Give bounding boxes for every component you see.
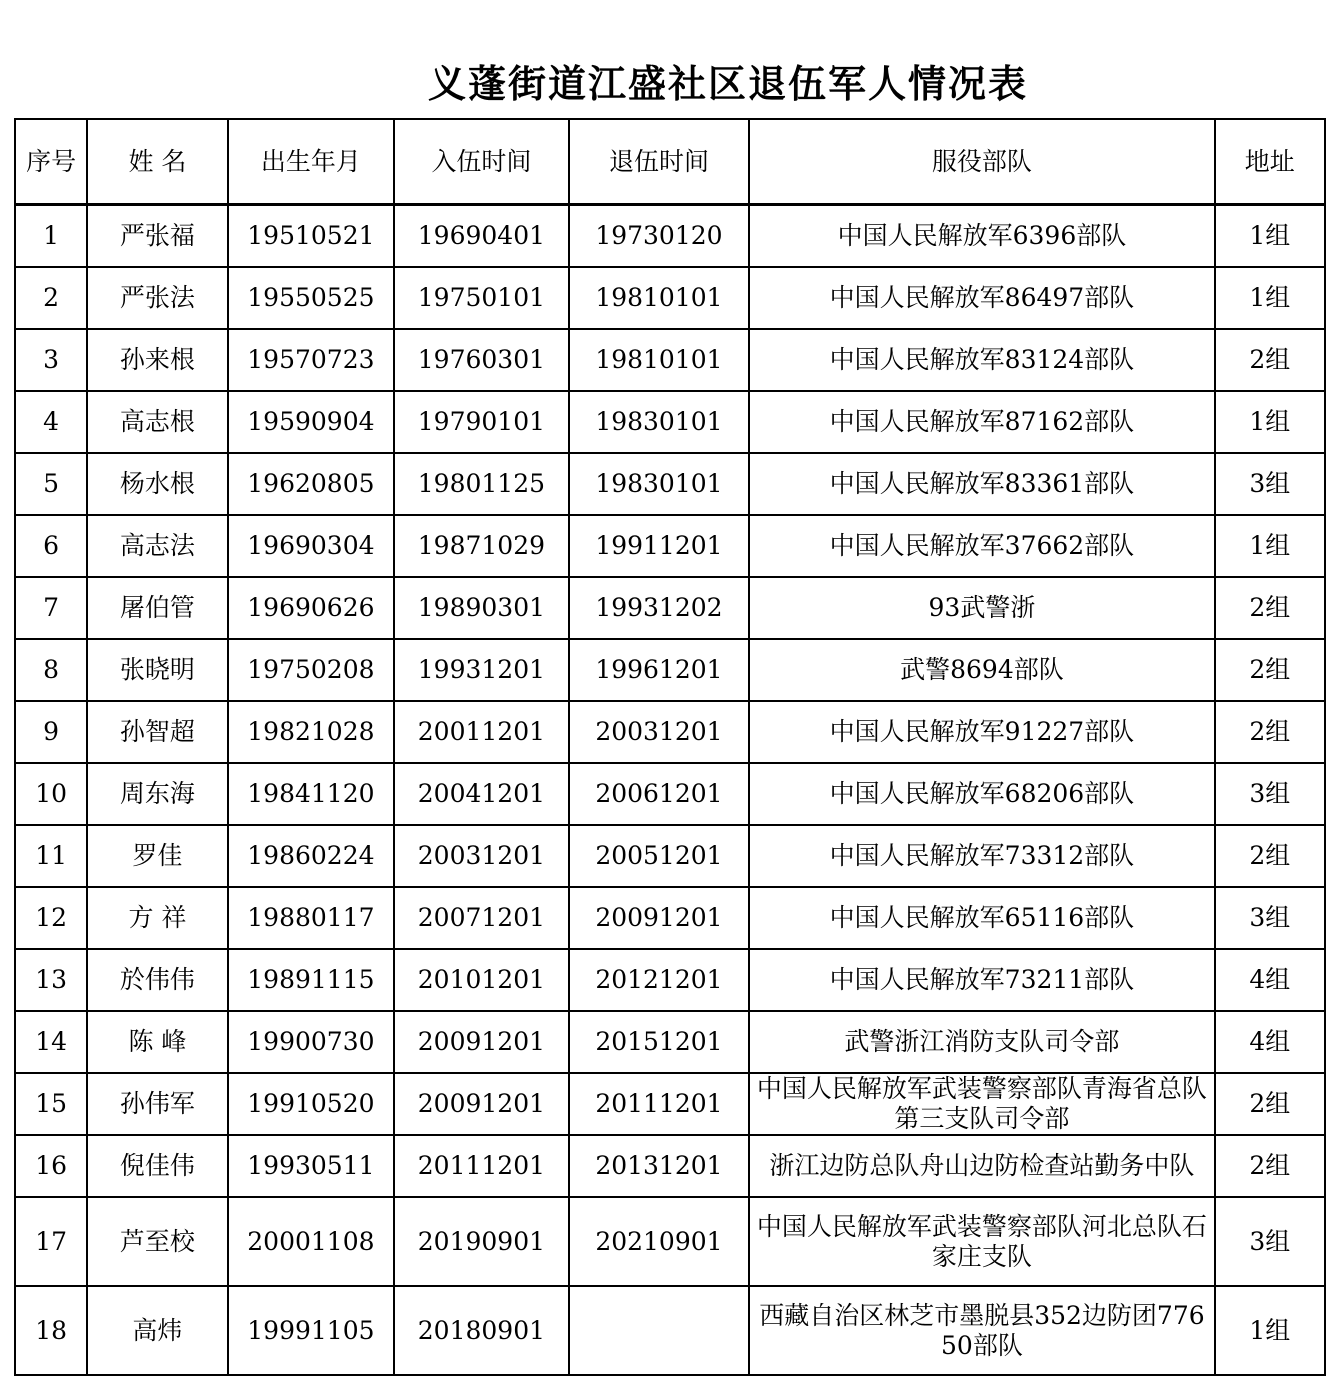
cell-name: 孙来根 — [87, 329, 227, 391]
table-row — [15, 267, 1325, 329]
cell-name: 杨水根 — [87, 453, 227, 515]
cell-seq: 7 — [15, 577, 87, 639]
table-row — [15, 515, 1325, 577]
cell-enlist: 20180901 — [394, 1286, 569, 1375]
header-row — [15, 119, 1325, 205]
cell-discharge: 19730120 — [569, 205, 750, 268]
cell-seq: 18 — [15, 1286, 87, 1375]
header-enlist: 入伍时间 — [394, 119, 569, 205]
table-row — [15, 205, 1325, 268]
cell-unit: 93武警浙 — [749, 577, 1214, 639]
cell-name: 孙伟军 — [87, 1073, 227, 1135]
cell-enlist: 20011201 — [394, 701, 569, 763]
cell-unit: 中国人民解放军83124部队 — [749, 329, 1214, 391]
cell-address: 3组 — [1215, 763, 1325, 825]
cell-address: 1组 — [1215, 205, 1325, 268]
cell-name: 芦至校 — [87, 1197, 227, 1286]
cell-birth: 19590904 — [228, 391, 395, 453]
table-row — [15, 949, 1325, 1011]
cell-discharge: 19810101 — [569, 329, 750, 391]
table-row — [15, 453, 1325, 515]
cell-address: 1组 — [1215, 391, 1325, 453]
cell-unit: 武警浙江消防支队司令部 — [749, 1011, 1214, 1073]
cell-seq: 1 — [15, 205, 87, 268]
cell-unit: 中国人民解放军86497部队 — [749, 267, 1214, 329]
cell-enlist: 19890301 — [394, 577, 569, 639]
cell-address: 3组 — [1215, 887, 1325, 949]
cell-seq: 10 — [15, 763, 87, 825]
cell-unit: 西藏自治区林芝市墨脱县352边防团77650部队 — [749, 1286, 1214, 1375]
cell-birth: 19750208 — [228, 639, 395, 701]
cell-birth: 19620805 — [228, 453, 395, 515]
cell-name: 严张法 — [87, 267, 227, 329]
cell-birth: 19991105 — [228, 1286, 395, 1375]
cell-birth: 19900730 — [228, 1011, 395, 1073]
cell-address: 2组 — [1215, 639, 1325, 701]
table-row — [15, 701, 1325, 763]
cell-enlist: 19871029 — [394, 515, 569, 577]
table-row — [15, 1011, 1325, 1073]
table-row — [15, 763, 1325, 825]
cell-birth: 19880117 — [228, 887, 395, 949]
cell-unit: 中国人民解放军87162部队 — [749, 391, 1214, 453]
cell-unit: 中国人民解放军73312部队 — [749, 825, 1214, 887]
header-seq: 序号 — [15, 119, 87, 205]
table-row — [15, 329, 1325, 391]
cell-birth: 20001108 — [228, 1197, 395, 1286]
cell-unit: 浙江边防总队舟山边防检查站勤务中队 — [749, 1135, 1214, 1197]
table-row — [15, 1197, 1325, 1286]
cell-name: 周东海 — [87, 763, 227, 825]
cell-seq: 6 — [15, 515, 87, 577]
cell-unit: 中国人民解放军武装警察部队河北总队石家庄支队 — [749, 1197, 1214, 1286]
cell-birth: 19930511 — [228, 1135, 395, 1197]
cell-seq: 2 — [15, 267, 87, 329]
cell-name: 孙智超 — [87, 701, 227, 763]
cell-seq: 12 — [15, 887, 87, 949]
cell-address: 2组 — [1215, 1135, 1325, 1197]
cell-address: 1组 — [1215, 1286, 1325, 1375]
cell-birth: 19690626 — [228, 577, 395, 639]
cell-address: 2组 — [1215, 701, 1325, 763]
table-row — [15, 1073, 1325, 1135]
cell-address: 2组 — [1215, 329, 1325, 391]
cell-discharge: 20031201 — [569, 701, 750, 763]
cell-discharge: 19911201 — [569, 515, 750, 577]
cell-address: 2组 — [1215, 577, 1325, 639]
cell-seq: 8 — [15, 639, 87, 701]
header-name: 姓 名 — [87, 119, 227, 205]
cell-seq: 3 — [15, 329, 87, 391]
cell-unit: 中国人民解放军37662部队 — [749, 515, 1214, 577]
cell-birth: 19910520 — [228, 1073, 395, 1135]
cell-name: 罗佳 — [87, 825, 227, 887]
cell-unit: 中国人民解放军91227部队 — [749, 701, 1214, 763]
header-unit: 服役部队 — [749, 119, 1214, 205]
cell-birth: 19891115 — [228, 949, 395, 1011]
cell-unit: 武警8694部队 — [749, 639, 1214, 701]
cell-discharge: 19830101 — [569, 391, 750, 453]
cell-birth: 19860224 — [228, 825, 395, 887]
veterans-table — [14, 118, 1326, 1376]
table-row — [15, 887, 1325, 949]
cell-address: 2组 — [1215, 1073, 1325, 1135]
header-discharge: 退伍时间 — [569, 119, 750, 205]
cell-seq: 14 — [15, 1011, 87, 1073]
header-birth: 出生年月 — [228, 119, 395, 205]
cell-enlist: 20041201 — [394, 763, 569, 825]
cell-discharge: 19961201 — [569, 639, 750, 701]
table-row — [15, 639, 1325, 701]
cell-unit: 中国人民解放军武装警察部队青海省总队第三支队司令部 — [749, 1073, 1214, 1135]
cell-name: 屠伯管 — [87, 577, 227, 639]
page-title: 义蓬街道江盛社区退伍军人情况表 — [427, 62, 1028, 106]
cell-enlist: 19760301 — [394, 329, 569, 391]
cell-discharge: 19931202 — [569, 577, 750, 639]
cell-birth: 19841120 — [228, 763, 395, 825]
cell-unit: 中国人民解放军6396部队 — [749, 205, 1214, 268]
cell-enlist: 19790101 — [394, 391, 569, 453]
table-row — [15, 577, 1325, 639]
cell-enlist: 19801125 — [394, 453, 569, 515]
cell-discharge: 19810101 — [569, 267, 750, 329]
cell-seq: 16 — [15, 1135, 87, 1197]
cell-name: 方 祥 — [87, 887, 227, 949]
cell-seq: 4 — [15, 391, 87, 453]
cell-enlist: 20071201 — [394, 887, 569, 949]
cell-discharge: 20111201 — [569, 1073, 750, 1135]
cell-name: 高志根 — [87, 391, 227, 453]
cell-enlist: 20101201 — [394, 949, 569, 1011]
table-row — [15, 1286, 1325, 1375]
cell-enlist: 20091201 — [394, 1073, 569, 1135]
cell-address: 1组 — [1215, 267, 1325, 329]
cell-name: 张晓明 — [87, 639, 227, 701]
cell-enlist: 20091201 — [394, 1011, 569, 1073]
cell-address: 3组 — [1215, 453, 1325, 515]
cell-enlist: 19690401 — [394, 205, 569, 268]
table-row — [15, 391, 1325, 453]
cell-unit: 中国人民解放军83361部队 — [749, 453, 1214, 515]
cell-unit: 中国人民解放军65116部队 — [749, 887, 1214, 949]
table-row — [15, 825, 1325, 887]
cell-birth: 19690304 — [228, 515, 395, 577]
cell-name: 倪佳伟 — [87, 1135, 227, 1197]
cell-discharge — [569, 1286, 750, 1375]
cell-discharge: 20051201 — [569, 825, 750, 887]
cell-name: 陈 峰 — [87, 1011, 227, 1073]
cell-name: 严张福 — [87, 205, 227, 268]
cell-seq: 11 — [15, 825, 87, 887]
cell-unit: 中国人民解放军73211部队 — [749, 949, 1214, 1011]
cell-enlist: 20111201 — [394, 1135, 569, 1197]
cell-birth: 19821028 — [228, 701, 395, 763]
cell-discharge: 20061201 — [569, 763, 750, 825]
cell-seq: 15 — [15, 1073, 87, 1135]
cell-discharge: 20131201 — [569, 1135, 750, 1197]
cell-enlist: 20031201 — [394, 825, 569, 887]
table-row — [15, 1135, 1325, 1197]
cell-seq: 9 — [15, 701, 87, 763]
cell-birth: 19510521 — [228, 205, 395, 268]
cell-address: 4组 — [1215, 949, 1325, 1011]
cell-enlist: 19750101 — [394, 267, 569, 329]
header-address: 地址 — [1215, 119, 1325, 205]
cell-enlist: 20190901 — [394, 1197, 569, 1286]
cell-discharge: 20091201 — [569, 887, 750, 949]
cell-seq: 17 — [15, 1197, 87, 1286]
cell-address: 4组 — [1215, 1011, 1325, 1073]
cell-unit: 中国人民解放军68206部队 — [749, 763, 1214, 825]
cell-discharge: 20121201 — [569, 949, 750, 1011]
cell-birth: 19570723 — [228, 329, 395, 391]
cell-name: 於伟伟 — [87, 949, 227, 1011]
cell-name: 高炜 — [87, 1286, 227, 1375]
cell-address: 3组 — [1215, 1197, 1325, 1286]
cell-discharge: 19830101 — [569, 453, 750, 515]
cell-discharge: 20151201 — [569, 1011, 750, 1073]
cell-enlist: 19931201 — [394, 639, 569, 701]
cell-address: 2组 — [1215, 825, 1325, 887]
cell-seq: 13 — [15, 949, 87, 1011]
cell-address: 1组 — [1215, 515, 1325, 577]
cell-birth: 19550525 — [228, 267, 395, 329]
cell-seq: 5 — [15, 453, 87, 515]
cell-name: 高志法 — [87, 515, 227, 577]
cell-discharge: 20210901 — [569, 1197, 750, 1286]
